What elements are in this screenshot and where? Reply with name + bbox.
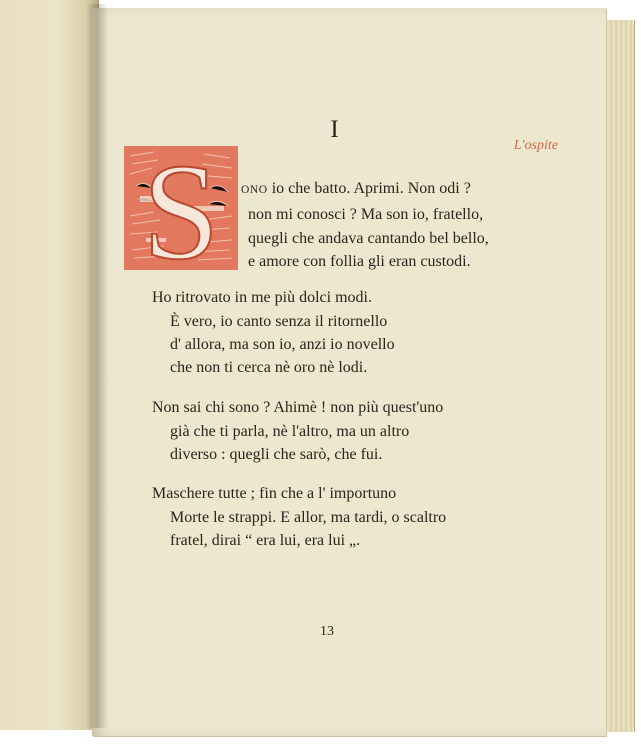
stanza1-line4: e amore con follia gli eran custodi.: [248, 253, 471, 270]
stanza2-line4: che non ti cerca nè oro nè lodi.: [170, 359, 368, 376]
stanza2-line2: È vero, io canto senza il ritornello: [170, 313, 388, 330]
decorated-initial-art: [124, 146, 238, 270]
stanza2-line1: Ho ritrovato in me più dolci modi.: [152, 289, 372, 306]
stanza1-line1: [241, 179, 471, 200]
stanza2-line3: d' allora, ma son io, anzi io novello: [170, 336, 395, 353]
chapter-numeral: I: [330, 116, 340, 143]
decorated-initial-s: [124, 146, 238, 270]
stanza3-line2: già che ti parla, nè l'altro, ma un altro: [170, 423, 410, 440]
stanza1-line1-text: io che batto. Aprimi. Non odi ?: [267, 180, 471, 197]
stanza4-line1: Maschere tutte ; fin che a l' importuno: [152, 485, 397, 502]
gutter-shadow: [86, 4, 108, 728]
page-number: 13: [320, 624, 334, 639]
stanza1-line2: non mi conosci ? Ma son io, fratello,: [248, 206, 484, 223]
previous-page-edge: [0, 0, 99, 730]
running-title: L'ospite: [513, 138, 558, 153]
stanza3-line1: Non sai chi sono ? Ahimè ! non più quest'uno: [152, 399, 444, 416]
stanza4-line2: Morte le strappi. E allor, ma tardi, o scaltro: [170, 509, 447, 526]
stanza3-line3: diverso : quegli che sarò, che fui.: [170, 446, 383, 463]
stanza4-line3: fratel, dirai “ era lui, era lui „.: [170, 532, 361, 549]
svg-text:S: S: [142, 146, 220, 270]
stanza1-line3: quegli che andava cantando bel bello,: [248, 230, 489, 247]
first-word-smallcaps: ONO: [241, 184, 268, 196]
